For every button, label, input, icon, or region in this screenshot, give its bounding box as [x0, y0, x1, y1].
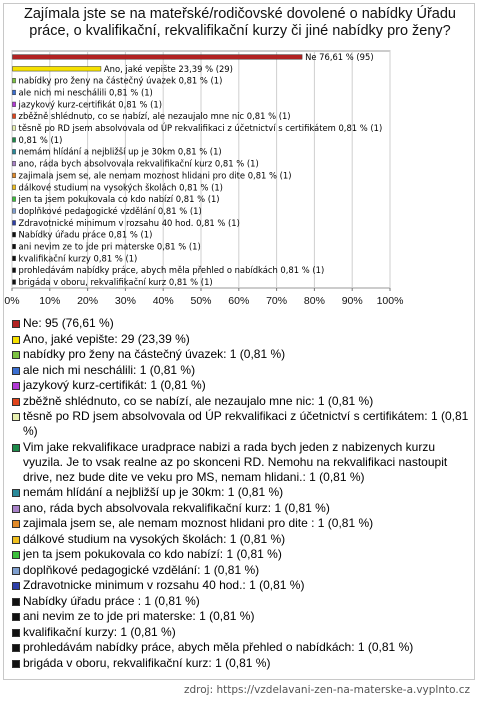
legend-item — [12, 347, 472, 362]
legend-swatch — [12, 629, 20, 637]
bar — [13, 138, 16, 143]
bar — [13, 185, 16, 190]
legend-item — [12, 640, 472, 655]
bar — [13, 102, 16, 107]
x-tick-label: 100% — [376, 295, 404, 307]
x-tick-label: 80% — [303, 295, 325, 307]
x-tick-label: 0% — [4, 295, 20, 307]
legend-label: nabídky pro ženy na částečný úvazek: 1 (0,81 %) — [23, 347, 286, 361]
legend-swatch — [12, 520, 20, 528]
bar — [13, 209, 16, 214]
legend-swatch — [12, 567, 20, 575]
legend-swatch — [12, 351, 20, 359]
x-tick-label: 40% — [152, 295, 174, 307]
x-tick-label: 50% — [190, 295, 212, 307]
legend-label: Nabídky úřadu práce : 1 (0,81 %) — [23, 593, 200, 608]
legend-item — [12, 394, 472, 409]
bar — [13, 256, 16, 261]
legend-swatch — [12, 598, 20, 606]
bar-value-label: Ne 76,61 % (95) — [305, 51, 374, 62]
legend-swatch — [12, 613, 20, 621]
bar-value-label: Zdravotnické minimum v rozsahu 40 hod. 0,81 % (1) — [18, 217, 240, 228]
legend-swatch — [12, 413, 20, 421]
legend-label: doplňkové pedagogické vzdělání: 1 (0,81 %) — [23, 562, 260, 577]
bar — [13, 221, 16, 226]
legend-swatch — [12, 644, 20, 652]
bar-value-label: Nabídky úřadu práce 0,81 % (1) — [18, 229, 153, 240]
legend-label: nemám hlídání a nejbližší up je 30km: 1 (0,81 %) — [23, 485, 284, 499]
bar-value-label: zběžně shlédnuto, co se nabízí, ale nezaujalo mne nic 0,81 % (1) — [18, 111, 291, 122]
legend-item — [12, 594, 472, 609]
bar-value-label: doplňkové pedagogické vzdělání 0,81 % (1) — [18, 205, 202, 216]
legend-label: Ne: 95 (76,61 %) — [23, 316, 114, 330]
bar-value-label: těsně po RD jsem absolvovala od ÚP rekvalifikaci z účetnictví s certifikátem 0,81 % (1) — [18, 123, 383, 134]
bar-value-label: prohledávám nabídky práce, abych měla přehled o nabídkách 0,81 % (1) — [18, 265, 325, 276]
bar — [13, 66, 101, 71]
legend-swatch — [12, 660, 20, 668]
legend-swatch — [12, 320, 20, 328]
bar-value-label: kvalifikační kurzy 0,81 % (1) — [18, 253, 138, 264]
legend-item — [12, 501, 472, 516]
bar-value-label: nemám hlídání a nejbližší up je 30km 0,81 % (1) — [18, 146, 222, 157]
legend-swatch — [12, 489, 20, 497]
legend-label: ale nich mi neschálili: 1 (0,81 %) — [23, 362, 196, 377]
legend-label: ano, ráda bych absolvovala rekvalifikační kurz: 1 (0,81 %) — [23, 500, 330, 515]
bar — [13, 161, 16, 166]
legend-swatch — [12, 444, 20, 452]
x-tick-label: 60% — [228, 295, 250, 307]
bar-value-label: Ano, jaké vepište 23,39 % (29) — [103, 63, 233, 74]
legend-label: Zdravotnicke minimum v rozsahu 40 hod.: 1 (0,81 %) — [23, 578, 305, 592]
legend-item — [12, 563, 472, 578]
legend-item — [12, 532, 472, 547]
bar-value-label: dálkové studium na vysokých školách 0,81 % (1) — [18, 182, 223, 193]
legend-item — [12, 516, 472, 531]
legend-item — [12, 656, 472, 671]
legend-label: zajimala jsem se, ale nemam moznost hlidani pro dite : 1 (0,81 %) — [23, 516, 374, 530]
legend-label: brigáda v oboru, rekvalifikační kurz: 1 (0,81 %) — [23, 655, 271, 670]
legend-item — [12, 409, 472, 439]
legend-label: jazykový kurz-certifikát: 1 (0,81 %) — [23, 378, 206, 392]
legend-swatch — [12, 582, 20, 590]
legend-item — [12, 625, 472, 640]
bar-value-label: brigáda v oboru, rekvalifikační kurz 0,81 % (1) — [18, 277, 213, 288]
legend-label: dálkové studium na vysokých školách: 1 (0,81 %) — [23, 531, 286, 546]
legend-swatch — [12, 536, 20, 544]
chart-legend — [12, 316, 472, 671]
legend-label: zběžně shlédnuto, co se nabízí, ale nezaujalo mne nic: 1 (0,81 %) — [23, 393, 374, 408]
legend-label: Ano, jaké vepište: 29 (23,39 %) — [23, 331, 190, 346]
legend-swatch — [12, 382, 20, 390]
legend-label: ani nevim ze to jde pri materske: 1 (0,81 %) — [23, 609, 255, 623]
legend-label: jen ta jsem pokukovala co kdo nabízí: 1 (0,81 %) — [23, 547, 282, 561]
x-tick-label: 20% — [77, 295, 99, 307]
x-tick-label: 70% — [266, 295, 288, 307]
legend-item — [12, 378, 472, 393]
bar — [13, 78, 16, 83]
bar — [13, 244, 16, 249]
bar-value-label: ano, ráda bych absolvovala rekvalifikační kurz 0,81 % (1) — [18, 158, 259, 169]
legend-swatch — [12, 398, 20, 406]
bar-value-label: ale nich mi neschálili 0,81 % (1) — [18, 87, 153, 98]
legend-item — [12, 485, 472, 500]
bar — [13, 55, 303, 60]
bar-value-label: nabídky pro ženy na částečný úvazek 0,81 % (1) — [18, 75, 223, 86]
legend-swatch — [12, 367, 20, 375]
bar — [13, 232, 16, 237]
bar — [13, 280, 16, 285]
bar-value-label: ani nevim ze to jde pri materske 0,81 % (1) — [18, 241, 201, 252]
bar — [13, 173, 16, 178]
legend-item — [12, 578, 472, 593]
bar — [13, 268, 16, 273]
legend-label: těsně po RD jsem absolvovala od ÚP rekvalifikaci z účetnictví s certifikátem: 1 (0,81 %) — [23, 409, 469, 438]
bar-value-label: zajimala jsem se, ale nemam moznost hlidani pro dite 0,81 % (1) — [18, 170, 292, 181]
bar — [13, 149, 16, 154]
bar-value-label: jazykový kurz-certifikát 0,81 % (1) — [18, 99, 163, 110]
x-tick-label: 90% — [341, 295, 363, 307]
legend-item — [12, 609, 472, 624]
bar — [13, 114, 16, 119]
source-note: zdroj: https://vzdelavani-zen-na-materske-a.vyplnto.cz — [183, 684, 470, 696]
bar-value-label: 0,81 % (1) — [18, 134, 63, 145]
legend-swatch — [12, 551, 20, 559]
legend-swatch — [12, 505, 20, 513]
legend-item — [12, 363, 472, 378]
legend-label: kvalifikační kurzy: 1 (0,81 %) — [23, 624, 176, 639]
legend-item — [12, 316, 472, 331]
legend-item — [12, 547, 472, 562]
legend-label: prohledávám nabídky práce, abych měla přehled o nabídkách: 1 (0,81 %) — [23, 640, 414, 654]
legend-label: Vim jake rekvalifikace uradprace nabizi a rada bych jeden z nabizenych kurzu vyuzila. Je to vsak realne az po skonceni RD. Nemohu na rekvalifikaci nastoupit drive, nez bude dite ve veku pro MS, nemam hlidani.: 1 (0,81 %) — [23, 439, 448, 484]
x-tick-label: 30% — [114, 295, 136, 307]
bar — [13, 90, 16, 95]
legend-swatch — [12, 336, 20, 344]
chart-title: Zajímala jste se na mateřské/rodičovské dovolené o nabídky Úřadu práce, o kvalifikační, rekvalifikační kurzy či jiné nabídky pro ženy? — [24, 6, 456, 39]
bar-value-label: jen ta jsem pokukovala co kdo nabízí 0,81 % (1) — [18, 194, 220, 205]
legend-item — [12, 440, 472, 485]
legend-item — [12, 332, 472, 347]
bar — [13, 126, 16, 131]
x-tick-label: 10% — [39, 295, 61, 307]
bar-chart — [0, 0, 480, 316]
bar — [13, 197, 16, 202]
